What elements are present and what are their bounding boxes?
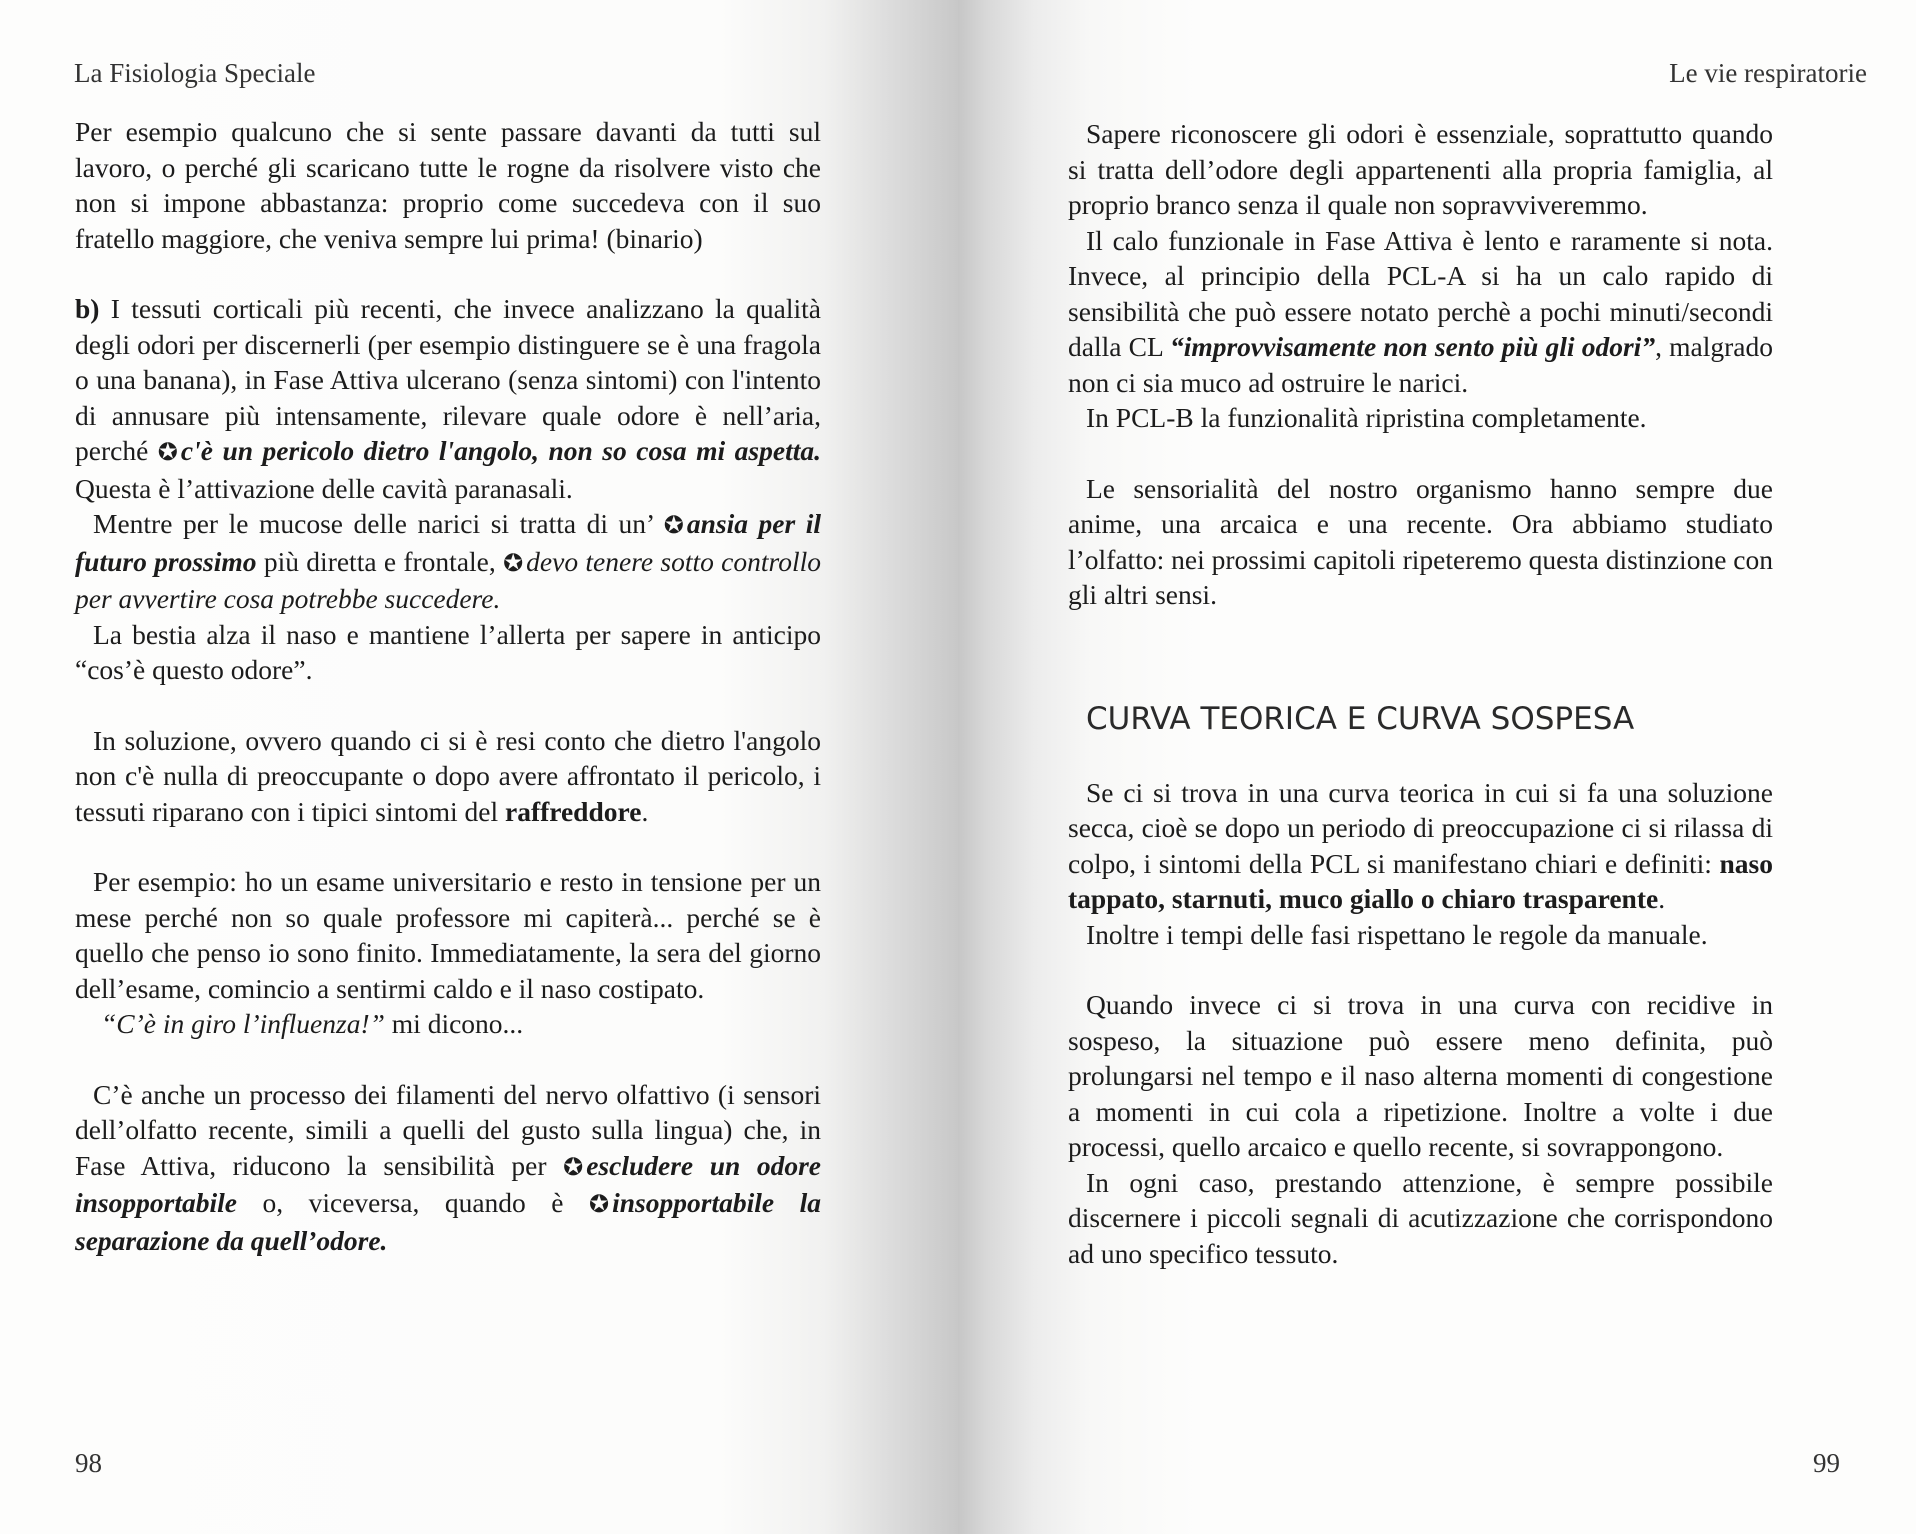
section-heading: CURVA TEORICA E CURVA SOSPESA <box>1086 700 1635 737</box>
paragraph: Inoltre i tempi delle fasi rispettano le regole da manuale. <box>1086 918 1708 950</box>
running-header-left: La Fisiologia Speciale <box>74 58 316 88</box>
paragraph: C’è anche un processo dei filamenti del nervo olfattivo (i sensori dell’olfatto recente, simili a quelli del gusto sulla lingua) che, in Fase Attiva, riducono la sensibilità per ✪ escludere un odore insopportabile o, viceversa, quando è ✪ insopportabile la separazione da quell’odore. <box>75 1078 821 1256</box>
running-header-right: Le vie respiratorie <box>1669 58 1867 88</box>
paragraph: In PCL-B la funzionalità ripristina completamente. <box>1086 402 1647 433</box>
paragraph: Quando invece ci si trova in una curva con recidive in sospeso, la situazione può essere meno definita, può prolungarsi nel tempo e il naso alterna momenti di congestione a momenti in cui cola a ripetizione. Inoltre a volte i due processi, quello arcaico e quello recente, si sovrappongono. <box>1068 989 1773 1162</box>
paragraph: Se ci si trova in una curva teorica in cui si fa una soluzione secca, cioè se dopo un periodo di preoccupazione ci si rilassa di colpo, i sintomi della PCL si manifestano chiari e definiti: naso tappato, starnuti, muco giallo o chiaro trasparente. <box>1068 776 1773 914</box>
paragraph: La bestia alza il naso e mantiene l’allerta per sapere in anticipo “cos’è questo odore”. <box>75 618 821 685</box>
paragraph: In soluzione, ovvero quando ci si è resi conto che dietro l'angolo non c'è nulla di preoccupante o dopo avere affrontato il pericolo, i tessuti riparano con i tipici sintomi del raffreddore. <box>75 724 821 827</box>
right-page-body <box>1068 116 1773 1271</box>
star-icon: ✪ <box>589 1190 610 1218</box>
star-icon: ✪ <box>663 511 684 539</box>
paragraph: b) I tessuti corticali più recenti, che invece analizzano la qualità degli odori per discernerli (per esempio distinguere se è una fragola o una banana), in Fase Attiva ulcerano (senza sintomi) con l'intento di annusare più intensamente, rilevare quale odore è nell’aria, perché ✪ c'è un pericolo dietro l'angolo, non so cosa mi aspetta. Questa è l’attivazione delle cavità paranasali. <box>75 293 821 504</box>
right-page <box>958 0 1916 1534</box>
page-number-left: 98 <box>75 1448 102 1478</box>
paragraph: In ogni caso, prestando attenzione, è sempre possibile discernere i piccoli segnali di acutizzazione che corrispondono ad uno specifico tessuto. <box>1068 1166 1773 1269</box>
star-icon: ✪ <box>503 548 524 577</box>
list-marker: b) <box>75 293 100 324</box>
paragraph: Le sensorialità del nostro organismo hanno sempre due anime, una arcaica e una recente. Ora abbiamo studiato l’olfatto: nei prossimi capitoli ripeteremo questa distinzione con gli altri sensi. <box>1068 472 1773 610</box>
left-page-body <box>75 114 821 1258</box>
paragraph: “C’è in giro l’influenza!” mi dicono... <box>101 1008 524 1039</box>
page-number-right: 99 <box>1813 1448 1840 1478</box>
star-icon: ✪ <box>563 1152 584 1181</box>
star-icon: ✪ <box>157 438 178 466</box>
paragraph: Il calo funzionale in Fase Attiva è lento e raramente si nota. Invece, al principio della PCL-A si ha un calo rapido di sensibilità che può essere notato perchè a pochi minuti/secondi dalla CL “improvvisamente non sento più gli odori”, malgrado non ci sia muco ad ostruire le narici. <box>1068 224 1773 398</box>
paragraph: Per esempio: ho un esame universitario e resto in tensione per un mese perché non so quale professore mi capiterà... perché se è quello che penso io sono finito. Immediatamente, la sera del giorno dell’esame, comincio a sentirmi caldo e il naso costipato. <box>75 866 821 1004</box>
paragraph: Per esempio qualcuno che si sente passare davanti da tutti sul lavoro, o perché gli scaricano tutte le rogne da risolvere visto che non si impone abbastanza: proprio come succedeva con il suo fratello maggiore, che veniva sempre lui prima! (binario) <box>75 116 821 254</box>
paragraph: Sapere riconoscere gli odori è essenziale, soprattutto quando si tratta dell’odore degli appartenenti alla propria famiglia, al proprio branco senza il quale non sopravviveremmo. <box>1068 118 1773 220</box>
paragraph: Mentre per le mucose delle narici si tratta di un’ ✪ ansia per il futuro prossimo più diretta e frontale, ✪ devo tenere sotto controllo per avvertire cosa potrebbe succedere. <box>75 508 821 614</box>
